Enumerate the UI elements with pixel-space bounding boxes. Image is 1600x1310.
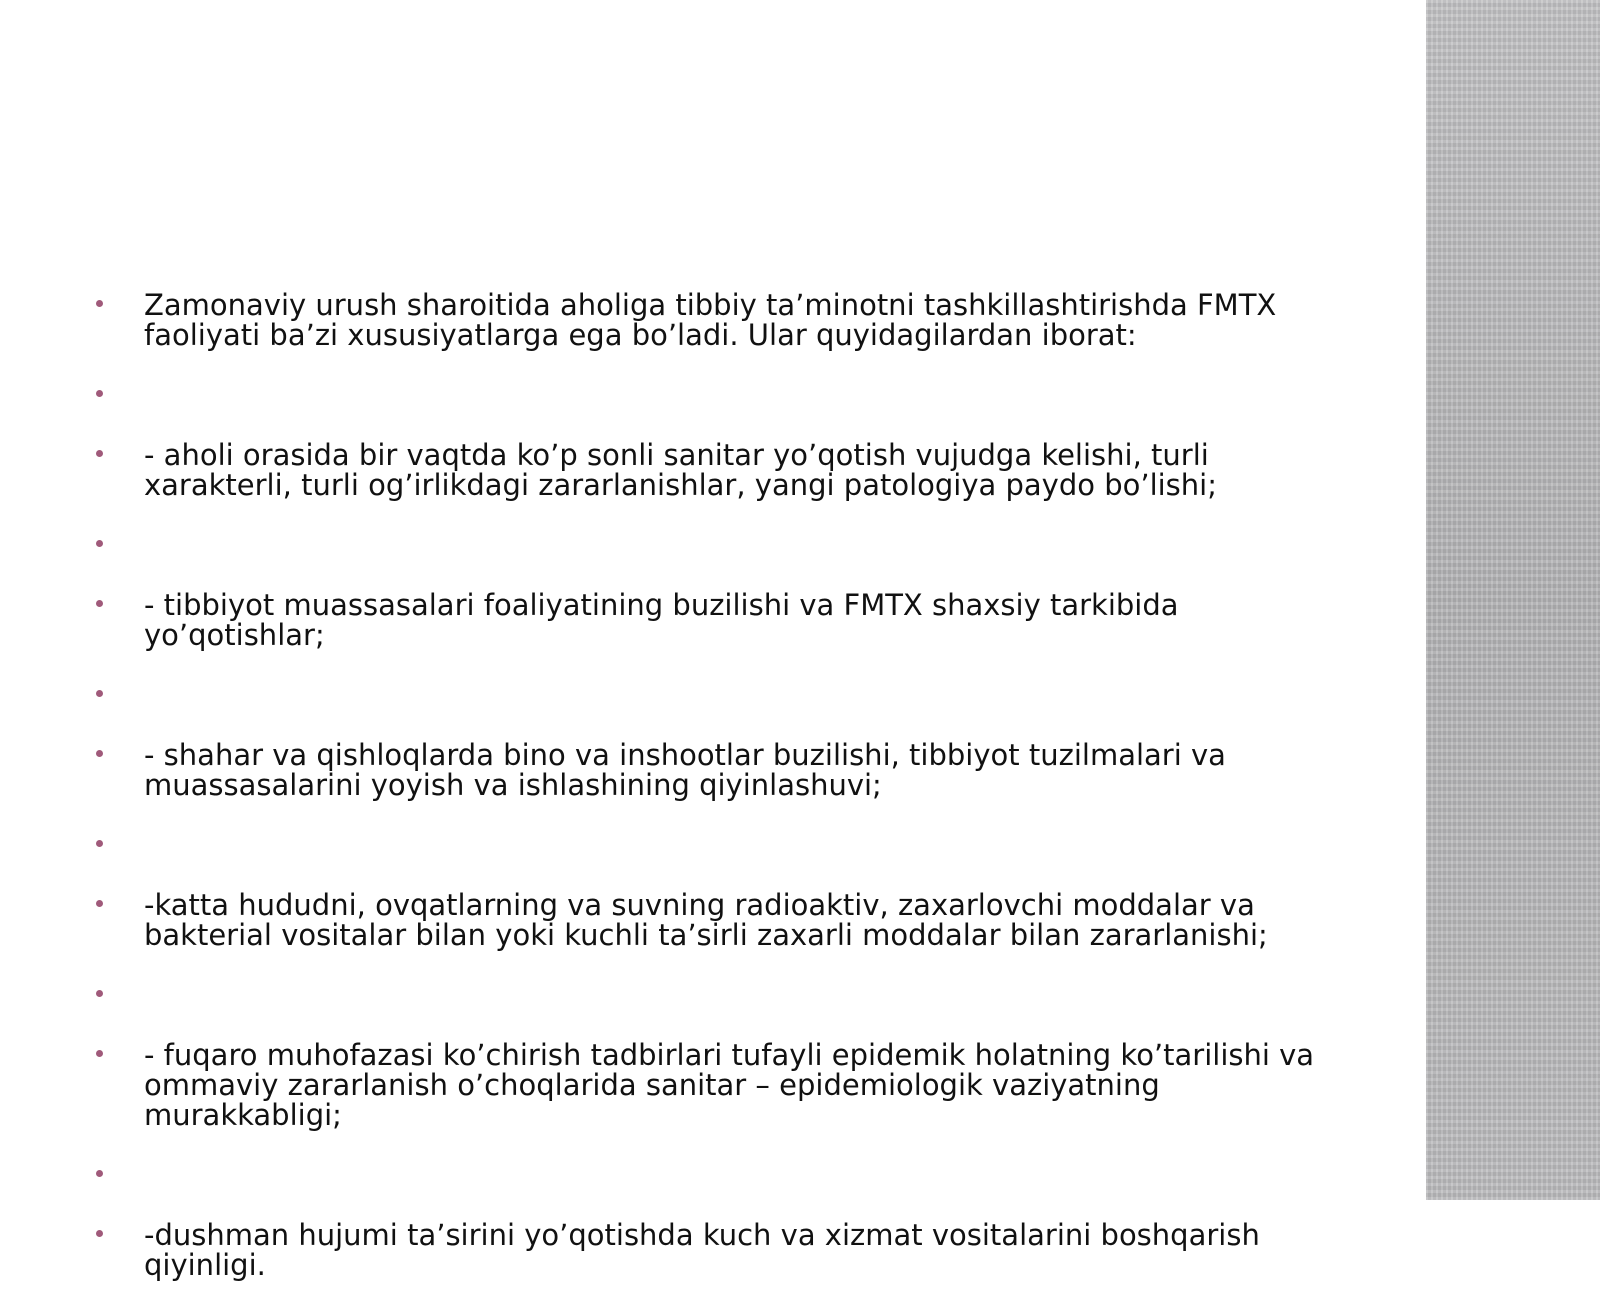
bullet-dot-icon [96, 990, 103, 997]
bullet-dot-icon [96, 750, 103, 757]
bullet-dot-icon [96, 840, 103, 847]
bullet-text: - tibbiyot muassasalari foaliyatining buzilishi va FMTX shaxsiy tarkibida yo’qotishlar; [144, 588, 1179, 652]
bullet-dot-icon [96, 600, 103, 607]
bullet-item [92, 590, 1342, 650]
bullet-item [92, 740, 1342, 800]
bullet-dot-icon [96, 690, 103, 697]
bullet-dot-icon [96, 450, 103, 457]
bullet-list [92, 290, 1342, 1310]
decorative-side-panel [1426, 0, 1600, 1200]
bullet-text: - aholi orasida bir vaqtda ko’p sonli sanitar yo’qotish vujudga kelishi, turli xarakterli, turli og’irlikdagi zararlanishlar, yangi patologiya paydo bo’lishi; [144, 438, 1217, 502]
bullet-item [92, 1040, 1342, 1130]
bullet-item [92, 1220, 1342, 1280]
bullet-dot-icon [96, 390, 103, 397]
bullet-dot-icon [96, 540, 103, 547]
bullet-item-empty [92, 530, 1342, 560]
bullet-text: Zamonaviy urush sharoitida aholiga tibbiy ta’minotni tashkillashtirishda FMTX faoliyati ba’zi xususiyatlarga ega bo’ladi. Ular quyidagilardan iborat: [144, 288, 1277, 352]
bullet-item [92, 890, 1342, 950]
bullet-text: - shahar va qishloqlarda bino va inshootlar buzilishi, tibbiyot tuzilmalari va muassasalarini yoyish va ishlashining qiyinlashuvi; [144, 738, 1226, 802]
bullet-item-empty [92, 980, 1342, 1010]
bullet-item-empty [92, 680, 1342, 710]
bullet-dot-icon [96, 1230, 103, 1237]
bullet-text: - fuqaro muhofazasi ko’chirish tadbirlari tufayli epidemik holatning ko’tarilishi va ommaviy zararlanish o’choqlarida sanitar – epidemiologik vaziyatning murakkabligi; [144, 1038, 1315, 1132]
bullet-item [92, 440, 1342, 500]
bullet-item-empty [92, 830, 1342, 860]
bullet-dot-icon [96, 1170, 103, 1177]
bullet-dot-icon [96, 1050, 103, 1057]
bullet-item-empty [92, 380, 1342, 410]
bullet-dot-icon [96, 900, 103, 907]
bullet-text: -dushman hujumi ta’sirini yo’qotishda kuch va xizmat vositalarini boshqarish qiyinligi. [144, 1218, 1260, 1282]
bullet-text: -katta hududni, ovqatlarning va suvning radioaktiv, zaxarlovchi moddalar va bakterial vositalar bilan yoki kuchli ta’sirli zaxarli moddalar bilan zararlanishi; [144, 888, 1268, 952]
bullet-dot-icon [96, 300, 103, 307]
bullet-item [92, 290, 1342, 350]
bullet-item-empty [92, 1160, 1342, 1190]
